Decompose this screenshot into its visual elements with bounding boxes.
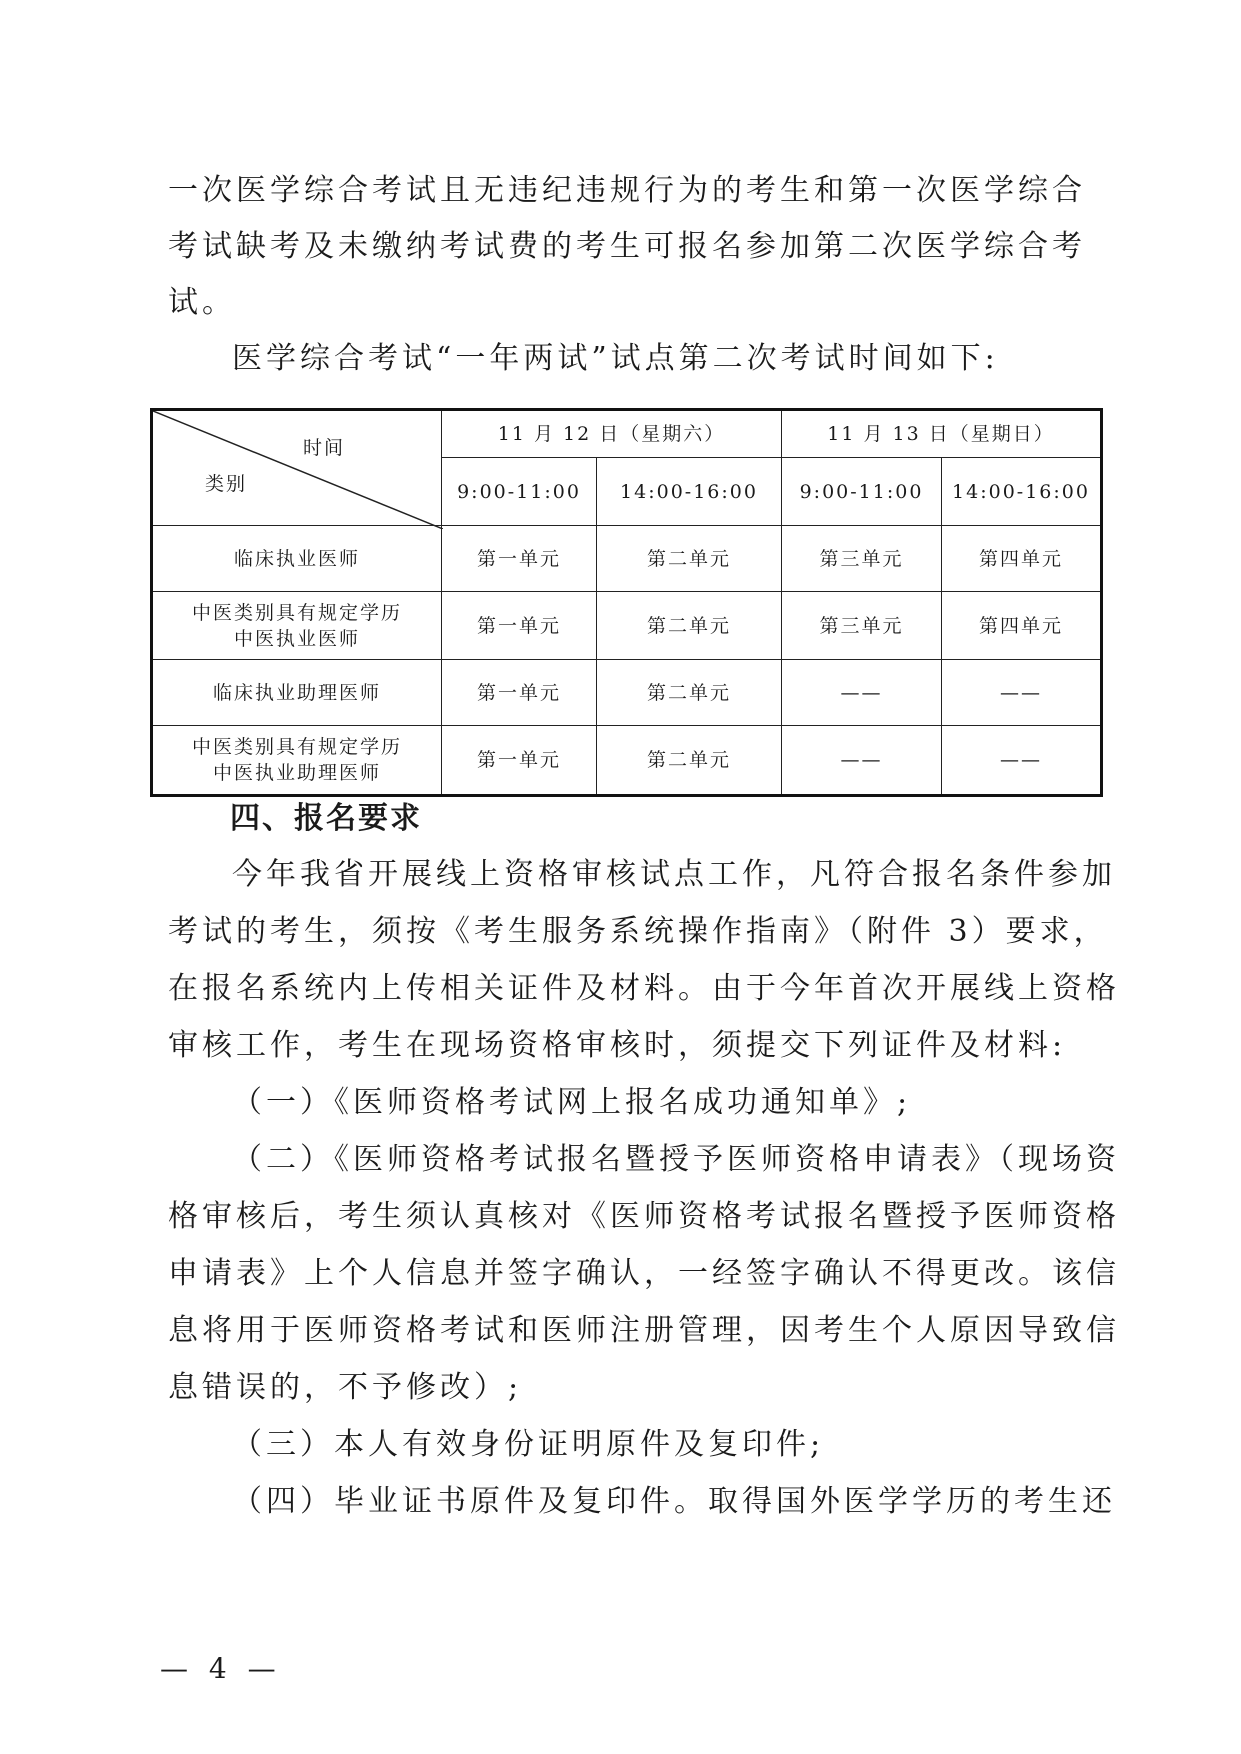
table-cell: 第四单元 — [942, 526, 1102, 592]
category-cell — [152, 526, 442, 592]
time-header: 14:00-16:00 — [942, 458, 1102, 526]
table-cell: 第二单元 — [597, 726, 782, 796]
paragraph-line: 息将用于医师资格考试和医师注册管理，因考生个人原因导致信 — [168, 1313, 1120, 1348]
paragraph-line: （二）《医师资格考试报名暨授予医师资格申请表》（现场资 — [232, 1142, 1120, 1177]
category-cell — [152, 592, 442, 660]
table-cell: —— — [782, 660, 942, 726]
table-cell: —— — [782, 726, 942, 796]
time-header: 14:00-16:00 — [597, 458, 782, 526]
paragraph-line: 试。 — [168, 285, 236, 320]
table-cell: 第三单元 — [782, 592, 942, 660]
table-cell: —— — [942, 660, 1102, 726]
table-corner-cell — [152, 410, 442, 526]
category-label: 中医执业医师 — [233, 627, 360, 650]
category-label: 中医执业助理医师 — [212, 762, 381, 784]
category-cell — [152, 660, 442, 726]
table-cell: 第二单元 — [597, 592, 782, 660]
category-label: 中医类别具有规定学历 — [191, 736, 402, 758]
paragraph-line: 一次医学综合考试且无违纪违规行为的考生和第一次医学综合 — [168, 173, 1086, 208]
corner-time-label: 时间 — [302, 437, 345, 459]
paragraph-line: 今年我省开展线上资格审核试点工作，凡符合报名条件参加 — [232, 857, 1116, 892]
paragraph-line: 申请表》上个人信息并签字确认，一经签字确认不得更改。该信 — [168, 1256, 1120, 1291]
paragraph-line: （三）本人有效身份证明原件及复印件; — [232, 1427, 825, 1462]
time-header: 9:00-11:00 — [782, 458, 942, 526]
paragraph-line: 格审核后，考生须认真核对《医师资格考试报名暨授予医师资格 — [168, 1199, 1120, 1234]
paragraph-line: 考试的考生，须按《考生服务系统操作指南》（附件 3）要求， — [168, 914, 1108, 949]
paragraph-line: （一）《医师资格考试网上报名成功通知单》; — [232, 1085, 912, 1120]
table-cell: 第一单元 — [442, 660, 597, 726]
paragraph-line: （四）毕业证书原件及复印件。取得国外医学学历的考生还 — [232, 1484, 1116, 1519]
table-cell: 第四单元 — [942, 592, 1102, 660]
table-cell: —— — [942, 726, 1102, 796]
category-cell — [152, 726, 442, 796]
diagonal-line — [153, 411, 443, 529]
category-label: 临床执业助理医师 — [212, 681, 381, 704]
table-cell: 第一单元 — [442, 526, 597, 592]
table-cell: 第一单元 — [442, 592, 597, 660]
table-cell: 第二单元 — [597, 660, 782, 726]
category-label: 中医类别具有规定学历 — [191, 601, 402, 624]
time-header: 9:00-11:00 — [442, 458, 597, 526]
paragraph-line: 在报名系统内上传相关证件及材料。由于今年首次开展线上资格 — [168, 971, 1120, 1006]
table-cell: 第二单元 — [597, 526, 782, 592]
paragraph-line: 考试缺考及未缴纳考试费的考生可报名参加第二次医学综合考 — [168, 229, 1086, 264]
paragraph-line: 审核工作，考生在现场资格审核时，须提交下列证件及材料: — [168, 1028, 1067, 1063]
table-cell: 第一单元 — [442, 726, 597, 796]
day-header: 11 月 13 日（星期日） — [782, 410, 1102, 458]
corner-category-label: 类别 — [205, 473, 248, 495]
category-label: 临床执业医师 — [233, 547, 360, 570]
day-header: 11 月 12 日（星期六） — [442, 410, 782, 458]
paragraph-line: 息错误的，不予修改）; — [168, 1370, 523, 1405]
exam-schedule-table — [150, 408, 1100, 794]
table-cell: 第三单元 — [782, 526, 942, 592]
table-intro: 医学综合考试“一年两试”试点第二次考试时间如下: — [232, 341, 999, 376]
page-number: — 4 — — [160, 1652, 282, 1685]
section-heading: 四、报名要求 — [230, 801, 422, 836]
